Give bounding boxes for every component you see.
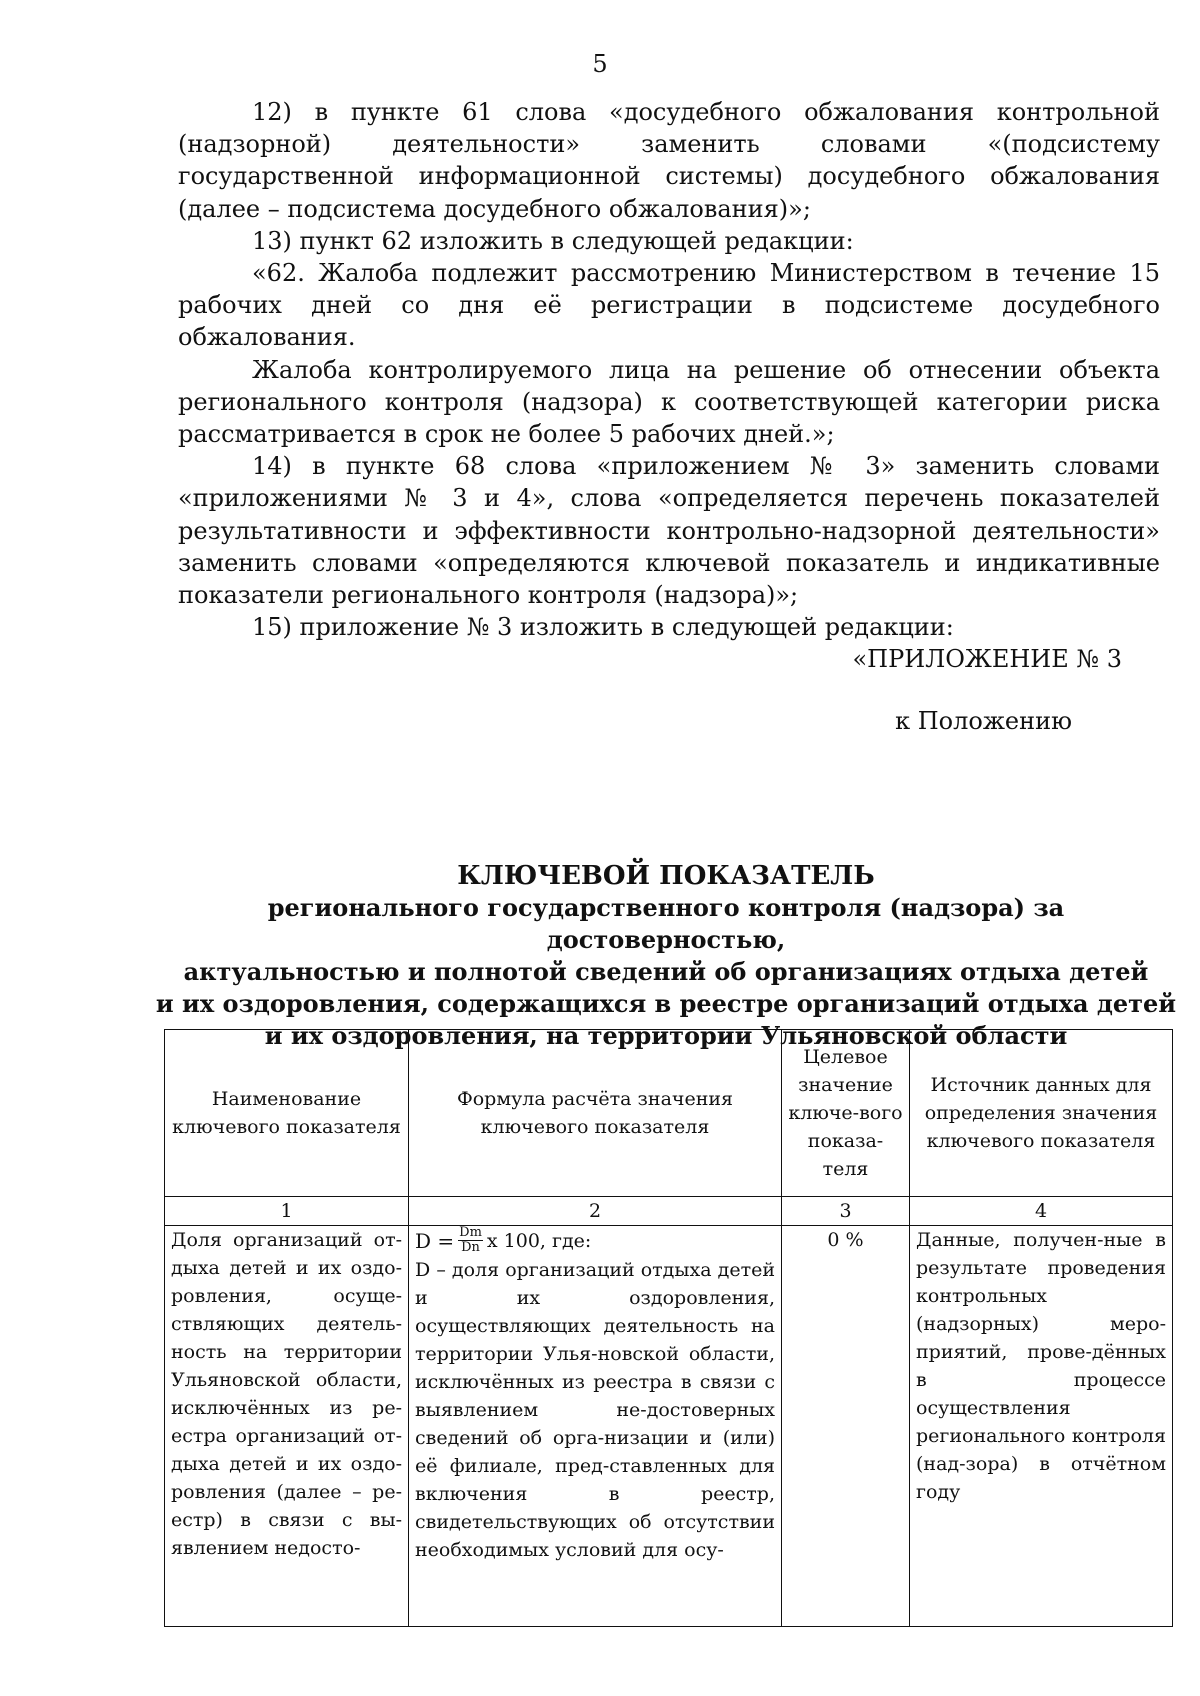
formula-description: D – доля организаций отдыха детей и их оздоровления, осуществляющих деятельность на территории Улья-новской области, исключённых из реестра в связи с выявлением не-достоверных сведений об орга-низации и (или) её филиале, пред-ставленных для включения в реестр, свидетельствующих об отсутствии необходимых условий для осу-: [415, 1258, 775, 1561]
page-number: 5: [592, 50, 608, 78]
formula-tail: x 100, где:: [486, 1229, 592, 1252]
document-heading: [150, 860, 1182, 1052]
header-target-value: Целевое значение ключе-вого показа-теля: [782, 1030, 910, 1197]
table-header-row: [165, 1030, 1173, 1197]
paragraph-13-quote: «62. Жалоба подлежит рассмотрению Министерством в течение 15 рабочих дней со дня её регистрации в подсистеме досудебного обжалования.: [178, 259, 1160, 352]
cell-target-value: 0 %: [782, 1226, 910, 1627]
column-number: 2: [409, 1197, 782, 1226]
paragraph-13-quote-2: Жалоба контролируемого лица на решение об отнесении объекта регионального контроля (надзора) к соответствующей категории риска рассматривается в срок не более 5 рабочих дней.»;: [178, 355, 1160, 449]
table-column-numbers-row: [165, 1197, 1173, 1226]
column-number: 3: [782, 1197, 910, 1226]
heading-subtitle-line: актуальностью и полнотой сведений об организациях отдыха детей: [183, 957, 1149, 986]
column-number: 1: [165, 1197, 409, 1226]
paragraph-13: 13) пункт 62 изложить в следующей редакции:: [252, 226, 854, 255]
heading-subtitle-line: и их оздоровления, на территории Ульяновской области: [264, 1021, 1068, 1050]
heading-subtitle-line: и их оздоровления, содержащихся в реестре организаций отдыха детей: [155, 989, 1177, 1018]
document-body: [178, 96, 1160, 737]
formula-numerator: Dm: [459, 1225, 482, 1240]
header-data-source: Источник данных для определения значения ключевого показателя: [910, 1030, 1173, 1197]
paragraph-14: 14) в пункте 68 слова «приложением № 3» заменить словами «приложениями № 3 и 4», слова «определяется перечень показателей результативности и эффективности контрольно-надзорной деятельности» заменить словами «определяются ключевой показатель и индикативные показатели регионального контроля (надзора)»;: [178, 452, 1160, 610]
formula-fraction: [458, 1226, 483, 1255]
key-indicator-table: [164, 1029, 1173, 1627]
header-formula: Формула расчёта значения ключевого показателя: [409, 1030, 782, 1197]
cell-data-source: Данные, получен-ные в результате проведения контрольных (надзорных) меро-приятий, прове-дённых в процессе осуществления регионального контроля (над-зора) в отчётном году: [910, 1226, 1173, 1627]
appendix-title: «ПРИЛОЖЕНИЕ № 3: [852, 645, 1122, 674]
cell-formula: [409, 1226, 782, 1627]
cell-indicator-name: Доля организаций от-дыха детей и их оздо-ровления, осуще-ствляющих деятель-ность на территории Ульяновской области, исключённых из ре-естра организаций от-дыха детей и их оздо-ровления (далее – ре-естр) в связи с вы-явлением недосто-: [165, 1226, 409, 1627]
formula-denominator: Dn: [461, 1240, 480, 1255]
paragraph-15: 15) приложение № 3 изложить в следующей редакции:: [252, 613, 954, 642]
formula-lhs: D =: [415, 1228, 455, 1253]
heading-title: КЛЮЧЕВОЙ ПОКАЗАТЕЛЬ: [457, 861, 875, 891]
header-indicator-name: Наименование ключевого показателя: [165, 1030, 409, 1197]
heading-subtitle-line: регионального государственного контроля (надзора) за достоверностью,: [267, 893, 1065, 954]
paragraph-12: 12) в пункте 61 слова «досудебного обжалования контрольной (надзорной) деятельности» заменить словами «(подсистему государственной информационной системы) досудебного обжалования (далее – подсистема досудебного обжалования)»;: [178, 98, 1160, 223]
table-row: [165, 1226, 1173, 1627]
column-number: 4: [910, 1197, 1173, 1226]
appendix-subtitle: к Положению: [895, 706, 1072, 735]
formula: [415, 1226, 591, 1255]
